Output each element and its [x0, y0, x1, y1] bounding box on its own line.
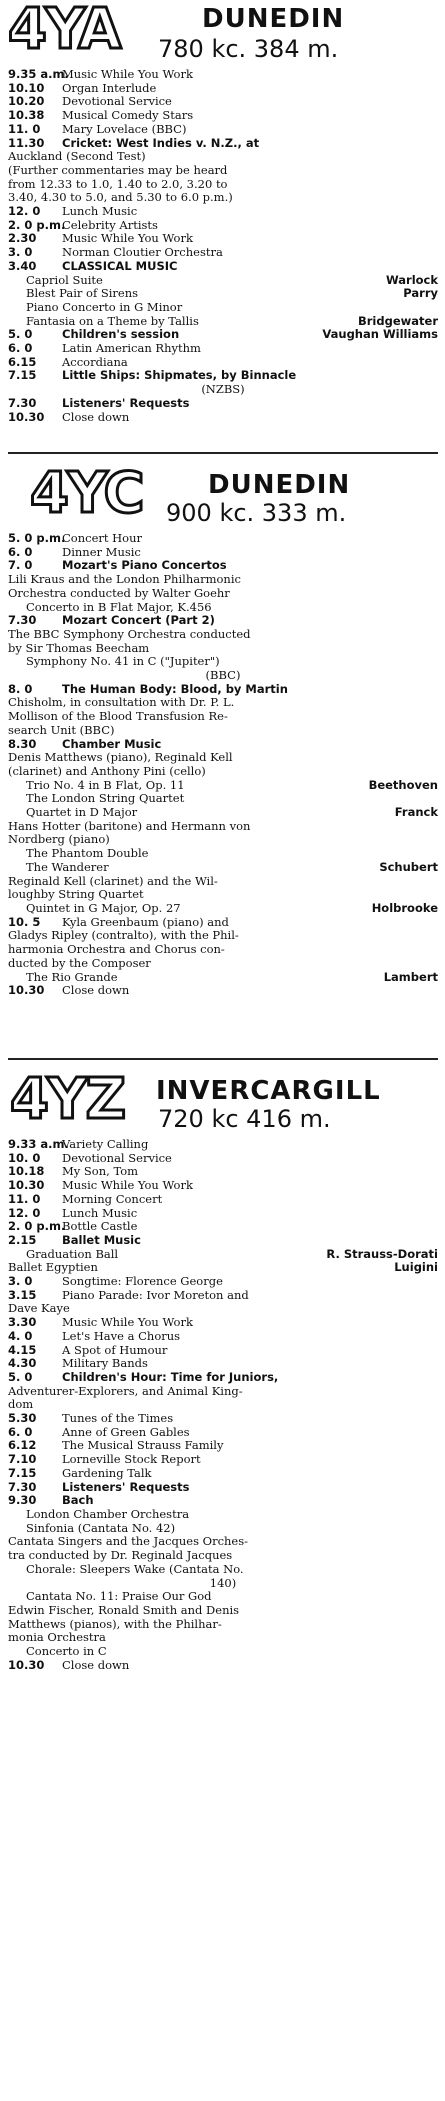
programme-line: Quintet in G Major, Op. 27 Holbrooke — [26, 900, 438, 915]
programme-item: 10. 0 Devotional Service — [8, 1150, 172, 1165]
programme-line: Lili Kraus and the London Philharmonic — [8, 572, 241, 587]
programme-item: 10.30 Close down — [8, 1657, 130, 1672]
programme-line: by Sir Thomas Beecham — [8, 640, 150, 655]
programme-item: 7.15 Gardening Talk — [8, 1465, 152, 1480]
programme-line: (clarinet) and Anthony Pini (cello) — [8, 763, 206, 778]
station-city: DUNEDIN — [202, 4, 345, 34]
programme-line: Hans Hotter (baritone) and Hermann von — [8, 818, 251, 833]
programme-line: Fantasia on a Theme by Tallis — [26, 313, 199, 328]
programme-line: Reginald Kell (clarinet) and the Wil- — [8, 873, 218, 888]
programme-item: 6.15 Accordiana — [8, 354, 128, 369]
programme-line: Denis Matthews (piano), Reginald Kell — [8, 750, 233, 765]
programme-item: 5. 0 Children's Hour: Time for Juniors, — [8, 1369, 279, 1384]
station-frequency: 900 kc. 333 m. — [166, 499, 347, 527]
programme-line: dom — [8, 1397, 34, 1412]
station-logo: 4YZ — [10, 1067, 125, 1132]
programme-item: 2.30 Music While You Work — [8, 231, 193, 246]
programme-line: Symphony No. 41 in C ("Jupiter") — [26, 654, 220, 669]
programme-item: 6. 0 Latin American Rhythm — [8, 341, 201, 356]
programme-line: The Wanderer Schubert — [26, 859, 438, 874]
programme-item: 8. 0 The Human Body: Blood, by Martin — [8, 681, 288, 696]
programme-item: 4.15 A Spot of Humour — [8, 1342, 168, 1357]
programme-item: 9.35 a.m.Music While You Work — [8, 67, 193, 81]
station-4yz — [8, 1067, 438, 1672]
programme-line: ducted by the Composer — [8, 955, 151, 970]
programme-line: London Chamber Orchestra — [26, 1506, 190, 1521]
station-header — [8, 1067, 438, 1136]
programme-line: Concerto in C — [26, 1644, 107, 1659]
programme-item: 11.30 Cricket: West Indies v. N.Z., at — [8, 135, 260, 150]
station-4ya — [8, 0, 438, 424]
programme-line: The London String Quartet — [26, 791, 185, 806]
programme-item: 12. 0 Lunch Music — [8, 1205, 138, 1220]
programme-item: 12. 0 Lunch Music — [8, 204, 138, 219]
programme-line: Graduation Ball R. Strauss-Dorati — [26, 1246, 438, 1261]
programme-line: monia Orchestra — [8, 1630, 106, 1645]
programme-item: 4. 0 Let's Have a Chorus — [8, 1328, 181, 1343]
section-divider — [8, 1058, 438, 1060]
programme-line: Mollison of the Blood Transfusion Re- — [8, 709, 228, 724]
station-frequency: 720 kc 416 m. — [158, 1105, 331, 1133]
programme-line: Sinfonia (Cantata No. 42) — [26, 1520, 176, 1535]
programme-line: Adventurer-Explorers, and Animal King- — [8, 1383, 243, 1398]
programme-line: Matthews (pianos), with the Philhar- — [8, 1616, 222, 1631]
station-frequency: 780 kc. 384 m. — [158, 35, 339, 63]
programme-item: 8.30 Chamber Music — [8, 736, 162, 751]
programme-item: 2.15 Ballet Music — [8, 1232, 141, 1247]
programme-line: Ballet Egyptien Luigini — [8, 1260, 438, 1275]
programme-item: 10.30 Music While You Work — [8, 1178, 193, 1193]
programme-line: Cantata Singers and the Jacques Orches- — [8, 1534, 249, 1549]
programme-item: 9.33 a.m.Variety Calling — [8, 1137, 149, 1151]
programme-item: 7.30 Listeners' Requests — [8, 395, 190, 410]
programme-item: 10.30 Close down — [8, 983, 130, 998]
programme-item: 10.20 Devotional Service — [8, 94, 172, 109]
programme-item: 6.12 The Musical Strauss Family — [8, 1438, 224, 1453]
programme-line: loughby String Quartet — [8, 887, 144, 902]
programme-line: Blest Pair of Sirens Parry — [26, 286, 438, 301]
programme-line: Dave Kaye — [8, 1301, 70, 1316]
programme-line: Orchestra conducted by Walter Goehr — [8, 585, 230, 600]
programme-item: 3.15 Piano Parade: Ivor Moreton and — [8, 1287, 249, 1302]
programme-item: 6. 0 Dinner Music — [8, 544, 141, 559]
station-4yc — [8, 461, 438, 998]
section-divider — [8, 452, 438, 454]
programme-line: Chorale: Sleepers Wake (Cantata No. — [26, 1561, 244, 1576]
programme-item: 2. 0 p.m.Celebrity Artists — [8, 217, 158, 232]
programme-item: 7.30 Mozart Concert (Part 2) — [8, 613, 215, 628]
programme-line: Piano Concerto in G Minor — [26, 299, 183, 314]
programme-item: 3. 0 Norman Cloutier Orchestra — [8, 245, 223, 260]
programme-item: 3.40 CLASSICAL MUSIC — [8, 258, 178, 273]
programme-item: 10.18 My Son, Tom — [8, 1164, 139, 1179]
programme-item: 5.30 Tunes of the Times — [8, 1411, 174, 1426]
programme-list: 9.35 a.m.Music While You Work 10.10 Organ Interlude 10.20 Devotional Service 10.38 Musical Comedy Stars 11. 0 Mary Lovelace (BBC) 11.30 Cricket: West Indies v. N.Z., at Auckland (Second Test) (Further commentaries may be heard from 12.33 to 1.0, 1.40 to 2.0, 3.20 to 3.40, 4.30 to 5.0, and 5.30 to 6.0 p.m.) 12. 0 Lunch Music 2. 0 p.m.Celebrity Artists 2.30 Music While You Work 3. 0 Norman Cloutier Orchestra 3.40 CLASSICAL MUSIC Capriol Suite Warlock Blest Pair of Sirens Parry Piano Concerto in G Minor Bridgewater Fantasia on a Theme by Tallis Vaughan Williams 5. 0 Children's session 6. 0 Latin American Rhythm 6.15 Accordiana 7.15 Little Ships: Shipmates, by Binnacle (NZBS) 7.30 Listeners' Requests 10.30 Close down — [8, 67, 438, 424]
programme-item: 6. 0 Anne of Green Gables — [8, 1424, 190, 1439]
programme-list — [8, 532, 438, 998]
programme-line: (BBC) — [205, 668, 241, 683]
programme-item: 5. 0 Children's session — [8, 327, 180, 342]
programme-item: 3. 0 Songtime: Florence George — [8, 1274, 223, 1289]
programme-item: 10.38 Musical Comedy Stars — [8, 108, 194, 123]
programme-item: 10.30 Close down — [8, 409, 130, 424]
station-header — [8, 2, 438, 66]
programme-line: 3.40, 4.30 to 5.0, and 5.30 to 6.0 p.m.) — [8, 190, 233, 205]
station-logo: 4YA — [8, 0, 120, 62]
programme-line: Concerto in B Flat Major, K.456 — [26, 599, 212, 614]
programme-line: 140) — [209, 1575, 237, 1590]
station-city: DUNEDIN — [208, 470, 351, 500]
programme-item: 7.30 Listeners' Requests — [8, 1479, 190, 1494]
programme-item: 11. 0 Mary Lovelace (BBC) — [8, 121, 187, 136]
programme-item: 5. 0 p.m.Concert Hour — [8, 531, 143, 545]
programme-line: Edwin Fischer, Ronald Smith and Denis — [8, 1602, 240, 1617]
programme-list — [8, 1138, 438, 1672]
station-logo: 4YC — [30, 461, 143, 526]
programme-line: Cantata No. 11: Praise Our God — [26, 1589, 212, 1604]
programme-line: (Further commentaries may be heard — [8, 162, 228, 177]
programme-line: Nordberg (piano) — [8, 832, 110, 847]
programme-item: 9.30 Bach — [8, 1493, 94, 1508]
programme-line: Capriol Suite Warlock — [26, 272, 438, 287]
programme-line: Chisholm, in consultation with Dr. P. L. — [8, 695, 235, 710]
programme-line: harmonia Orchestra and Chorus con- — [8, 942, 225, 957]
programme-line: from 12.33 to 1.0, 1.40 to 2.0, 3.20 to — [8, 176, 228, 191]
programme-item: 10.10 Organ Interlude — [8, 80, 157, 95]
programme-line: tra conducted by Dr. Reginald Jacques — [8, 1548, 233, 1563]
programme-item: 3.30 Music While You Work — [8, 1315, 193, 1330]
programme-item: 7.10 Lorneville Stock Report — [8, 1452, 201, 1467]
programme-line: The Rio Grande Lambert — [26, 969, 438, 984]
programme-item: 7. 0 Mozart's Piano Concertos — [8, 558, 227, 573]
programme-item: 4.30 Military Bands — [8, 1356, 148, 1371]
station-city: INVERCARGILL — [156, 1076, 381, 1106]
programme-item: 7.15 Little Ships: Shipmates, by Binnacle — [8, 368, 297, 383]
programme-line: (NZBS) — [201, 382, 245, 397]
programme-line: Auckland (Second Test) — [8, 149, 146, 164]
programme-line: The BBC Symphony Orchestra conducted — [8, 626, 251, 641]
station-header — [8, 461, 438, 530]
programme-line: search Unit (BBC) — [8, 722, 115, 737]
programme-item: 11. 0 Morning Concert — [8, 1191, 163, 1206]
programme-item: 2. 0 p.m.Bottle Castle — [8, 1219, 138, 1234]
programme-line: Gladys Ripley (contralto), with the Phil- — [8, 928, 239, 943]
programme-line: Quartet in D Major Franck — [26, 805, 438, 820]
programme-item: 10. 5 Kyla Greenbaum (piano) and — [8, 914, 229, 929]
programme-line: The Phantom Double — [26, 846, 149, 861]
programme-line: Trio No. 4 in B Flat, Op. 11 Beethoven — [26, 777, 438, 792]
